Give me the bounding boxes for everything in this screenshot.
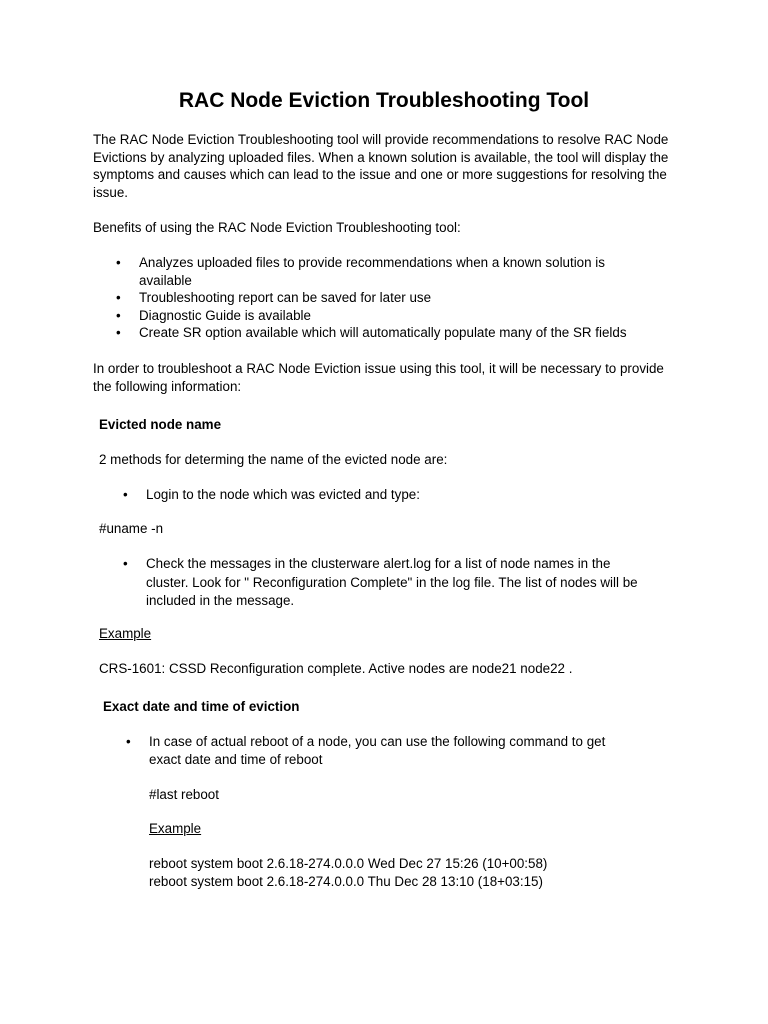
bullet-icon: •: [123, 556, 128, 571]
list-item: [116, 307, 659, 325]
bullet-icon: •: [116, 325, 121, 341]
reboot-example-line: reboot system boot 2.6.18-274.0.0.0 Wed Dec 27 15:26 (10+00:58): [149, 856, 548, 871]
methods-intro: 2 methods for determing the name of the evicted node are:: [99, 452, 448, 467]
uname-command: #uname -n: [99, 521, 164, 536]
benefit-text: Create SR option available which will automatically populate many of the SR fields: [139, 325, 627, 341]
list-item: [123, 555, 646, 611]
list-item: [123, 486, 646, 504]
method2-list: [123, 555, 646, 611]
benefit-text: Analyzes uploaded files to provide recommendations when a known solution is available: [139, 255, 605, 288]
list-item: [126, 733, 629, 768]
benefits-list: [116, 254, 659, 342]
reboot-list: [126, 733, 629, 768]
list-item: [116, 254, 659, 289]
example-label: Example: [99, 626, 152, 641]
required-info-paragraph: In order to troubleshoot a RAC Node Eviction issue using this tool, it will be necessary to provide the following information:: [93, 361, 664, 394]
bullet-icon: •: [116, 255, 121, 270]
intro-paragraph: The RAC Node Eviction Troubleshooting tool will provide recommendations to resolve RAC Node Evictions by analyzing uploaded files. When a known solution is available, the tool will display the symptoms and causes which can lead to the issue and one or more suggestions for resolving the issue.: [93, 132, 669, 200]
list-item: [116, 289, 659, 307]
list-item: [116, 324, 659, 342]
last-reboot-command: #last reboot: [149, 787, 219, 802]
section-heading-evicted-node: Evicted node name: [99, 417, 222, 432]
method-text: Check the messages in the clusterware alert.log for a list of node names in the cluster. Look for " Reconfiguration Complete" in the log file. The list of nodes will be included in the message.: [146, 556, 638, 608]
bullet-icon: •: [126, 734, 131, 749]
bullet-icon: •: [116, 307, 121, 323]
page-title: RAC Node Eviction Troubleshooting Tool: [178, 89, 590, 112]
method1-list: [123, 486, 646, 504]
benefits-heading: Benefits of using the RAC Node Eviction Troubleshooting tool:: [93, 220, 461, 235]
reboot-example-line: reboot system boot 2.6.18-274.0.0.0 Thu Dec 28 13:10 (18+03:15): [149, 874, 543, 889]
benefit-text: Diagnostic Guide is available: [139, 307, 311, 323]
method-text: Login to the node which was evicted and type:: [146, 487, 420, 502]
reboot-text: In case of actual reboot of a node, you can use the following command to get exact date and time of reboot: [149, 734, 606, 767]
bullet-icon: •: [116, 290, 121, 306]
bullet-icon: •: [123, 487, 128, 502]
benefit-text: Troubleshooting report can be saved for later use: [139, 290, 432, 306]
example-label: Example: [149, 821, 202, 836]
example-text: CRS-1601: CSSD Reconfiguration complete. Active nodes are node21 node22 .: [99, 661, 573, 676]
section-heading-eviction-time: Exact date and time of eviction: [103, 699, 300, 714]
